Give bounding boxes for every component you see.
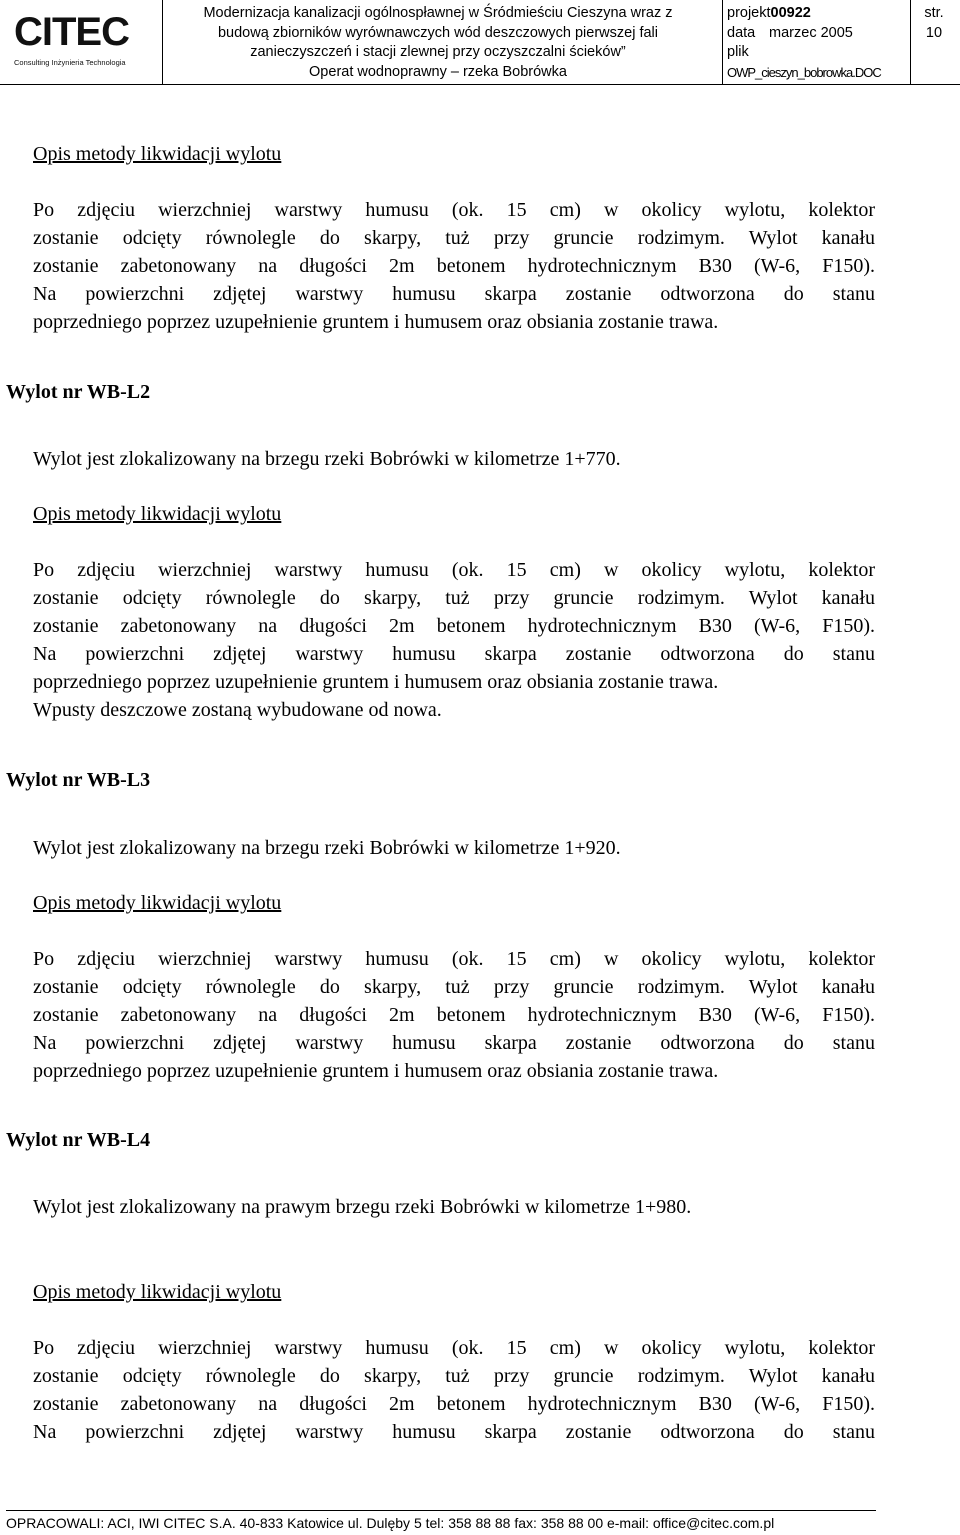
title-line-1: Modernizacja kanalizacji ogólnospławnej w Śródmieściu Cieszyna wraz z xyxy=(203,5,673,21)
meta-date xyxy=(727,24,912,44)
text-line: zostanie odcięty równolegle do skarpy, tuż przy gruncie rodzimym. Wylot kanału xyxy=(33,1365,875,1387)
date-value: marzec 2005 xyxy=(769,24,853,41)
date-label: data xyxy=(727,24,756,41)
section-heading: Wylot nr WB-L2 xyxy=(6,381,151,403)
text-line: Na powierzchni zdjętej warstwy humusu skarpa zostanie odtworzona do stanu xyxy=(33,1032,875,1054)
text-line: zostanie zabetonowany na długości 2m betonem hydrotechnicznym B30 (W-6, F150). xyxy=(33,615,875,637)
text-line: poprzedniego poprzez uzupełnienie gruntem i humusem oraz obsiania zostanie trawa. xyxy=(33,311,719,333)
project-number: 00922 xyxy=(770,5,811,21)
location-text: Wylot jest zlokalizowany na brzegu rzeki Bobrówki w kilometrze 1+770. xyxy=(33,448,621,470)
text-line: zostanie odcięty równolegle do skarpy, tuż przy gruncie rodzimym. Wylot kanału xyxy=(33,587,875,609)
text-line: zostanie odcięty równolegle do skarpy, tuż przy gruncie rodzimym. Wylot kanału xyxy=(33,227,875,249)
company-logo xyxy=(0,2,162,80)
text-line: Po zdjęciu wierzchniej warstwy humusu (ok. 15 cm) w okolicy wylotu, kolektor xyxy=(33,1337,875,1359)
logo-wordmark xyxy=(14,10,129,54)
text-line: Po zdjęciu wierzchniej warstwy humusu (ok. 15 cm) w okolicy wylotu, kolektor xyxy=(33,559,875,581)
text-line: zostanie zabetonowany na długości 2m betonem hydrotechnicznym B30 (W-6, F150). xyxy=(33,1393,875,1415)
page-value: 10 xyxy=(925,24,943,41)
location-text: Wylot jest zlokalizowany na brzegu rzeki Bobrówki w kilometrze 1+920. xyxy=(33,837,621,859)
method-title: Opis metody likwidacji wylotu xyxy=(33,892,282,914)
section-heading: Wylot nr WB-L3 xyxy=(6,769,151,791)
document-meta xyxy=(727,4,912,82)
meta-file-label xyxy=(727,43,912,63)
file-label: plik xyxy=(727,44,749,60)
text-line: poprzedniego poprzez uzupełnienie gruntem i humusem oraz obsiania zostanie trawa. xyxy=(33,1060,719,1082)
document-title xyxy=(168,4,708,82)
text-line: Na powierzchni zdjętej warstwy humusu skarpa zostanie odtworzona do stanu xyxy=(33,643,875,665)
header-divider xyxy=(910,0,911,84)
page-label: str. xyxy=(924,5,944,21)
header-divider xyxy=(722,0,723,84)
section-heading: Wylot nr WB-L4 xyxy=(6,1129,151,1151)
project-label: projekt xyxy=(727,5,771,21)
text-line: zostanie odcięty równolegle do skarpy, tuż przy gruncie rodzimym. Wylot kanału xyxy=(33,976,875,998)
header-divider xyxy=(162,0,163,84)
header-rule xyxy=(0,84,960,85)
method-title: Opis metody likwidacji wylotu xyxy=(33,503,282,525)
page-number xyxy=(912,4,956,43)
logo-subtitle: Consulting Inżynieria Technologia xyxy=(14,58,126,67)
text-line: Na powierzchni zdjętej warstwy humusu skarpa zostanie odtworzona do stanu xyxy=(33,283,875,305)
text-line: zostanie zabetonowany na długości 2m betonem hydrotechnicznym B30 (W-6, F150). xyxy=(33,1004,875,1026)
method-description xyxy=(33,196,875,336)
text-line: Na powierzchni zdjętej warstwy humusu skarpa zostanie odtworzona do stanu xyxy=(33,1421,875,1443)
method-title: Opis metody likwidacji wylotu xyxy=(33,143,282,165)
title-line-3: zanieczyszczeń i stacji zlewnej przy oczyszczalni ścieków” xyxy=(250,44,626,60)
title-line-4: Operat wodnoprawny – rzeka Bobrówka xyxy=(309,63,567,80)
title-line-2: budową zbiorników wyrównawczych wód deszczowych pierwszej fali xyxy=(217,24,658,41)
footer-rule xyxy=(6,1510,876,1511)
text-line: Po zdjęciu wierzchniej warstwy humusu (ok. 15 cm) w okolicy wylotu, kolektor xyxy=(33,948,875,970)
page-footer: OPRACOWALI: ACI, IWI CITEC S.A. 40-833 Katowice ul. Dulęby 5 tel: 358 88 88 fax: 358 88 00 e-mail: office@citec.com.pl xyxy=(6,1515,775,1531)
method-description xyxy=(33,1334,875,1446)
method-description xyxy=(33,945,875,1085)
page-header xyxy=(0,0,960,86)
meta-file-name: OWP_cieszyn_bobrowka.DOC xyxy=(727,64,881,80)
location-text: Wylot jest zlokalizowany na prawym brzegu rzeki Bobrówki w kilometrze 1+980. xyxy=(33,1196,692,1218)
text-line: poprzedniego poprzez uzupełnienie gruntem i humusem oraz obsiania zostanie trawa. xyxy=(33,671,719,693)
meta-project xyxy=(727,4,912,24)
logo-text: CITEC xyxy=(14,10,129,54)
text-line: zostanie zabetonowany na długości 2m betonem hydrotechnicznym B30 (W-6, F150). xyxy=(33,255,875,277)
text-line: Po zdjęciu wierzchniej warstwy humusu (ok. 15 cm) w okolicy wylotu, kolektor xyxy=(33,199,875,221)
method-title: Opis metody likwidacji wylotu xyxy=(33,1281,282,1303)
method-description xyxy=(33,556,875,724)
text-line: Wpusty deszczowe zostaną wybudowane od nowa. xyxy=(33,699,442,721)
